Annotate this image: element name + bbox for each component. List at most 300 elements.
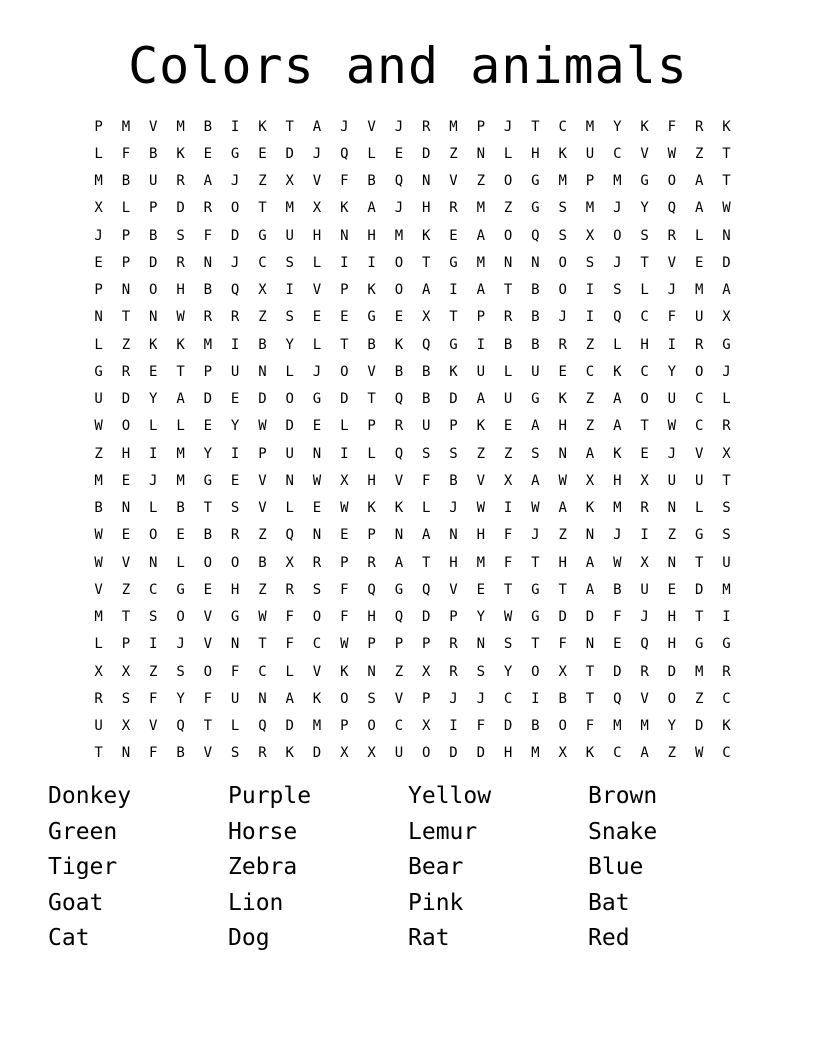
- grid-letter: T: [421, 254, 431, 271]
- grid-letter: D: [558, 609, 567, 626]
- grid-letter: E: [394, 309, 404, 326]
- grid-letter: X: [121, 718, 131, 735]
- grid-letter: V: [203, 609, 213, 626]
- grid-letter: Z: [258, 581, 267, 598]
- grid-letter: K: [312, 690, 322, 707]
- grid-letter: K: [722, 118, 731, 135]
- grid-letter: B: [367, 173, 376, 190]
- grid-letter: F: [340, 173, 349, 190]
- grid-letter: K: [613, 363, 622, 380]
- grid-letter: B: [176, 745, 185, 762]
- grid-letter: M: [176, 118, 185, 135]
- grid-letter: P: [149, 200, 158, 217]
- grid-letter: E: [640, 445, 649, 462]
- word-list-item: Brown: [588, 783, 658, 809]
- grid-letter: T: [121, 609, 131, 626]
- grid-letter: E: [312, 309, 322, 326]
- grid-letter: N: [121, 282, 131, 299]
- grid-letter: P: [367, 418, 376, 435]
- grid-letter: X: [367, 745, 376, 762]
- grid-letter: L: [176, 554, 185, 571]
- grid-letter: B: [149, 145, 158, 162]
- grid-letter: L: [121, 200, 131, 217]
- grid-letter: C: [258, 663, 267, 680]
- grid-letter: J: [394, 200, 404, 217]
- grid-letter: Q: [394, 609, 404, 626]
- grid-letter: L: [503, 363, 513, 380]
- grid-letter: O: [640, 391, 649, 408]
- grid-letter: T: [585, 663, 595, 680]
- grid-letter: N: [667, 554, 677, 571]
- grid-letter: B: [94, 500, 103, 517]
- grid-letter: M: [476, 554, 486, 571]
- grid-letter: G: [531, 581, 540, 598]
- grid-letter: S: [722, 527, 731, 544]
- grid-letter: D: [449, 745, 458, 762]
- grid-letter: E: [203, 581, 213, 598]
- grid-letter: V: [149, 118, 158, 135]
- grid-letter: R: [449, 636, 458, 653]
- grid-letter: C: [694, 391, 704, 408]
- grid-letter: O: [694, 363, 704, 380]
- grid-letter: P: [340, 718, 349, 735]
- grid-letter: L: [149, 500, 158, 517]
- grid-letter: Z: [394, 663, 404, 680]
- grid-letter: W: [667, 145, 677, 162]
- grid-letter: Z: [558, 527, 567, 544]
- grid-letter: J: [503, 118, 513, 135]
- grid-letter: M: [613, 500, 622, 517]
- grid-letter: H: [367, 472, 376, 489]
- grid-letter: W: [94, 418, 103, 435]
- grid-letter: V: [121, 554, 131, 571]
- grid-letter: E: [312, 500, 322, 517]
- grid-letter: Z: [258, 309, 267, 326]
- grid-letter: I: [230, 336, 240, 353]
- grid-letter: I: [149, 636, 158, 653]
- grid-letter: V: [640, 145, 649, 162]
- grid-letter: D: [149, 254, 158, 271]
- grid-letter: E: [176, 527, 185, 544]
- grid-letter: T: [558, 581, 567, 598]
- grid-letter: J: [230, 254, 240, 271]
- grid-letter: Z: [476, 173, 486, 190]
- grid-letter: K: [558, 391, 567, 408]
- grid-letter: S: [230, 745, 240, 762]
- grid-letter: K: [613, 445, 622, 462]
- grid-letter: J: [476, 690, 486, 707]
- grid-letter: G: [449, 336, 458, 353]
- grid-letter: H: [476, 527, 486, 544]
- grid-letter: D: [203, 391, 213, 408]
- grid-letter: W: [94, 554, 103, 571]
- grid-letter: U: [585, 145, 595, 162]
- grid-letter: B: [421, 363, 431, 380]
- grid-letter: K: [421, 227, 431, 244]
- grid-letter: K: [558, 145, 567, 162]
- grid-letter: Q: [613, 309, 622, 326]
- grid-letter: T: [203, 500, 213, 517]
- grid-letter: V: [258, 500, 267, 517]
- grid-letter: X: [585, 472, 595, 489]
- grid-letter: A: [421, 527, 431, 544]
- grid-letter: U: [149, 173, 158, 190]
- grid-letter: X: [503, 472, 513, 489]
- grid-letter: A: [476, 391, 486, 408]
- word-list-item: Snake: [588, 818, 658, 845]
- grid-letter: H: [531, 145, 540, 162]
- grid-letter: O: [613, 227, 622, 244]
- grid-letter: Q: [421, 336, 431, 353]
- grid-letter: S: [421, 445, 431, 462]
- grid-letter: P: [340, 554, 349, 571]
- grid-letter: A: [531, 472, 540, 489]
- grid-letter: D: [722, 254, 731, 271]
- grid-letter: F: [667, 309, 677, 326]
- grid-letter: F: [149, 745, 158, 762]
- grid-letter: P: [258, 445, 267, 462]
- grid-letter: J: [176, 636, 185, 653]
- grid-letter: S: [367, 690, 376, 707]
- grid-letter: B: [558, 690, 567, 707]
- grid-letter: S: [722, 500, 731, 517]
- grid-letter: M: [176, 472, 185, 489]
- grid-letter: D: [258, 391, 267, 408]
- grid-letter: O: [531, 663, 540, 680]
- grid-letter: Q: [421, 581, 431, 598]
- grid-letter: K: [340, 200, 349, 217]
- grid-letter: B: [531, 309, 540, 326]
- grid-letter: I: [340, 445, 349, 462]
- grid-letter: N: [94, 309, 103, 326]
- grid-letter: R: [694, 118, 704, 135]
- grid-letter: D: [340, 391, 349, 408]
- grid-letter: A: [476, 227, 486, 244]
- grid-letter: L: [694, 500, 704, 517]
- grid-letter: A: [531, 418, 540, 435]
- grid-letter: J: [722, 363, 731, 380]
- grid-letter: F: [149, 690, 158, 707]
- grid-letter: C: [394, 718, 404, 735]
- grid-letter: R: [558, 336, 567, 353]
- grid-letter: O: [367, 718, 376, 735]
- grid-letter: L: [94, 145, 103, 162]
- grid-letter: T: [640, 418, 649, 435]
- grid-letter: X: [640, 554, 649, 571]
- grid-letter: X: [722, 309, 731, 326]
- grid-letter: C: [149, 581, 158, 598]
- grid-letter: V: [640, 690, 649, 707]
- grid-letter: O: [149, 282, 158, 299]
- grid-letter: R: [722, 663, 731, 680]
- grid-letter: X: [312, 200, 322, 217]
- grid-letter: H: [312, 227, 322, 244]
- grid-letter: X: [421, 718, 431, 735]
- grid-letter: E: [340, 527, 349, 544]
- grid-letter: M: [94, 609, 103, 626]
- grid-letter: W: [258, 418, 267, 435]
- grid-letter: U: [285, 445, 294, 462]
- word-list-item: Zebra: [228, 854, 298, 881]
- grid-letter: S: [230, 500, 240, 517]
- grid-letter: T: [694, 554, 704, 571]
- grid-letter: E: [203, 145, 213, 162]
- grid-letter: Z: [94, 445, 103, 462]
- grid-letter: S: [176, 663, 185, 680]
- grid-letter: S: [640, 227, 649, 244]
- grid-letter: J: [149, 472, 158, 489]
- grid-letter: O: [121, 418, 131, 435]
- grid-letter: O: [667, 173, 677, 190]
- word-list: [48, 780, 768, 958]
- grid-letter: U: [285, 227, 294, 244]
- grid-letter: F: [340, 609, 349, 626]
- grid-letter: Z: [694, 690, 704, 707]
- grid-letter: O: [503, 173, 513, 190]
- grid-letter: U: [394, 745, 404, 762]
- grid-letter: Q: [613, 690, 622, 707]
- grid-letter: Q: [258, 718, 267, 735]
- grid-letter: J: [449, 500, 458, 517]
- grid-letter: N: [230, 636, 240, 653]
- grid-letter: Q: [367, 581, 376, 598]
- grid-letter: Y: [230, 418, 240, 435]
- grid-letter: N: [312, 527, 322, 544]
- grid-letter: M: [558, 173, 567, 190]
- letter-grid: [85, 113, 740, 767]
- word-list-item: Dog: [228, 925, 270, 952]
- grid-letter: R: [203, 309, 213, 326]
- grid-letter: I: [230, 118, 240, 135]
- grid-letter: G: [722, 336, 731, 353]
- grid-letter: H: [449, 554, 458, 571]
- grid-letter: F: [667, 118, 677, 135]
- grid-letter: W: [94, 527, 103, 544]
- grid-letter: O: [558, 254, 567, 271]
- grid-letter: M: [312, 718, 322, 735]
- grid-letter: A: [285, 690, 294, 707]
- grid-letter: I: [340, 254, 349, 271]
- grid-letter: U: [230, 363, 240, 380]
- grid-letter: P: [203, 363, 213, 380]
- grid-letter: T: [585, 690, 595, 707]
- grid-letter: Y: [503, 663, 513, 680]
- grid-letter: L: [340, 418, 349, 435]
- grid-letter: N: [367, 663, 376, 680]
- grid-letter: N: [421, 173, 431, 190]
- grid-letter: J: [531, 527, 540, 544]
- grid-letter: Z: [449, 145, 458, 162]
- grid-letter: A: [640, 745, 649, 762]
- grid-letter: D: [449, 391, 458, 408]
- grid-letter: Z: [503, 445, 513, 462]
- grid-letter: J: [667, 445, 677, 462]
- grid-letter: W: [312, 472, 322, 489]
- grid-letter: C: [613, 145, 622, 162]
- grid-letter: F: [476, 718, 486, 735]
- grid-letter: M: [694, 282, 704, 299]
- grid-letter: L: [149, 418, 158, 435]
- grid-letter: R: [694, 336, 704, 353]
- grid-letter: T: [94, 745, 103, 762]
- grid-letter: B: [531, 282, 540, 299]
- grid-letter: Q: [531, 227, 540, 244]
- grid-letter: V: [94, 581, 103, 598]
- grid-letter: G: [367, 309, 376, 326]
- grid-letter: T: [640, 254, 649, 271]
- grid-letter: U: [421, 418, 431, 435]
- grid-letter: T: [421, 554, 431, 571]
- grid-letter: X: [121, 663, 131, 680]
- word-list-item: Pink: [408, 889, 464, 916]
- grid-letter: T: [503, 282, 513, 299]
- grid-letter: T: [722, 145, 731, 162]
- word-list-item: Yellow: [408, 783, 492, 809]
- grid-letter: O: [176, 609, 185, 626]
- grid-letter: U: [667, 472, 677, 489]
- grid-letter: W: [558, 472, 567, 489]
- word-list-item: Rat: [408, 925, 450, 952]
- grid-letter: N: [449, 527, 458, 544]
- grid-letter: R: [258, 745, 267, 762]
- grid-letter: C: [258, 254, 267, 271]
- grid-letter: R: [421, 118, 431, 135]
- grid-letter: N: [585, 636, 595, 653]
- grid-letter: G: [312, 391, 322, 408]
- grid-letter: P: [585, 173, 595, 190]
- grid-letter: C: [585, 363, 595, 380]
- grid-letter: A: [585, 445, 595, 462]
- grid-letter: L: [613, 336, 622, 353]
- grid-letter: F: [203, 690, 213, 707]
- grid-letter: F: [203, 227, 213, 244]
- grid-letter: Z: [121, 336, 131, 353]
- grid-letter: N: [121, 745, 131, 762]
- grid-letter: W: [613, 554, 622, 571]
- grid-letter: W: [531, 500, 540, 517]
- grid-letter: H: [613, 472, 622, 489]
- grid-letter: R: [230, 527, 240, 544]
- grid-letter: M: [640, 718, 649, 735]
- grid-letter: N: [258, 363, 267, 380]
- grid-letter: G: [531, 391, 540, 408]
- grid-letter: Y: [613, 118, 622, 135]
- grid-letter: B: [176, 500, 185, 517]
- grid-letter: S: [531, 445, 540, 462]
- grid-letter: C: [694, 418, 704, 435]
- grid-letter: M: [476, 200, 486, 217]
- grid-letter: N: [203, 254, 213, 271]
- grid-letter: P: [121, 636, 131, 653]
- grid-letter: M: [531, 745, 540, 762]
- grid-letter: X: [558, 745, 567, 762]
- grid-letter: I: [640, 527, 649, 544]
- grid-letter: J: [613, 200, 622, 217]
- grid-letter: V: [476, 472, 486, 489]
- grid-letter: L: [230, 718, 240, 735]
- grid-letter: V: [394, 472, 404, 489]
- grid-letter: C: [722, 745, 731, 762]
- grid-letter: I: [230, 445, 240, 462]
- grid-letter: N: [667, 500, 677, 517]
- grid-letter: R: [640, 663, 649, 680]
- grid-letter: X: [94, 663, 103, 680]
- grid-letter: E: [558, 363, 567, 380]
- grid-letter: H: [230, 581, 240, 598]
- grid-letter: A: [613, 391, 622, 408]
- grid-letter: O: [340, 690, 349, 707]
- grid-letter: C: [640, 363, 649, 380]
- grid-letter: M: [613, 173, 622, 190]
- grid-letter: L: [503, 145, 513, 162]
- grid-letter: F: [558, 636, 567, 653]
- grid-letter: W: [503, 609, 513, 626]
- grid-letter: Z: [258, 173, 267, 190]
- grid-letter: Q: [340, 145, 349, 162]
- grid-letter: O: [149, 527, 158, 544]
- grid-letter: G: [531, 173, 540, 190]
- grid-letter: B: [149, 227, 158, 244]
- grid-letter: J: [312, 363, 322, 380]
- grid-letter: Z: [503, 200, 513, 217]
- grid-letter: G: [94, 363, 103, 380]
- grid-letter: Q: [394, 173, 404, 190]
- grid-letter: N: [558, 445, 567, 462]
- word-list-item: Lemur: [408, 818, 478, 845]
- grid-letter: P: [449, 609, 458, 626]
- grid-letter: D: [230, 227, 240, 244]
- grid-letter: I: [149, 445, 158, 462]
- grid-letter: E: [149, 363, 158, 380]
- grid-letter: W: [176, 309, 185, 326]
- grid-letter: Q: [640, 636, 649, 653]
- grid-letter: T: [176, 363, 185, 380]
- grid-letter: E: [258, 145, 267, 162]
- grid-letter: K: [394, 500, 404, 517]
- grid-letter: H: [558, 418, 567, 435]
- grid-letter: K: [585, 745, 595, 762]
- grid-letter: W: [340, 500, 349, 517]
- grid-letter: E: [121, 527, 131, 544]
- grid-letter: V: [449, 581, 458, 598]
- grid-letter: T: [503, 581, 513, 598]
- grid-letter: G: [176, 581, 185, 598]
- grid-letter: R: [312, 554, 322, 571]
- grid-letter: W: [340, 636, 349, 653]
- grid-letter: S: [558, 200, 567, 217]
- grid-letter: I: [367, 254, 376, 271]
- grid-letter: P: [94, 282, 103, 299]
- grid-letter: J: [613, 254, 622, 271]
- grid-letter: X: [421, 663, 431, 680]
- grid-letter: T: [531, 636, 540, 653]
- grid-letter: Y: [667, 363, 677, 380]
- grid-letter: P: [421, 690, 431, 707]
- grid-letter: E: [476, 581, 486, 598]
- grid-letter: T: [722, 173, 731, 190]
- grid-letter: K: [476, 418, 486, 435]
- grid-letter: D: [285, 718, 294, 735]
- grid-letter: A: [722, 282, 731, 299]
- grid-letter: M: [694, 663, 704, 680]
- grid-letter: S: [613, 282, 622, 299]
- grid-letter: V: [667, 254, 677, 271]
- grid-letter: X: [285, 554, 294, 571]
- grid-letter: N: [476, 636, 486, 653]
- grid-letter: B: [503, 336, 513, 353]
- grid-letter: C: [722, 690, 731, 707]
- grid-letter: N: [531, 254, 540, 271]
